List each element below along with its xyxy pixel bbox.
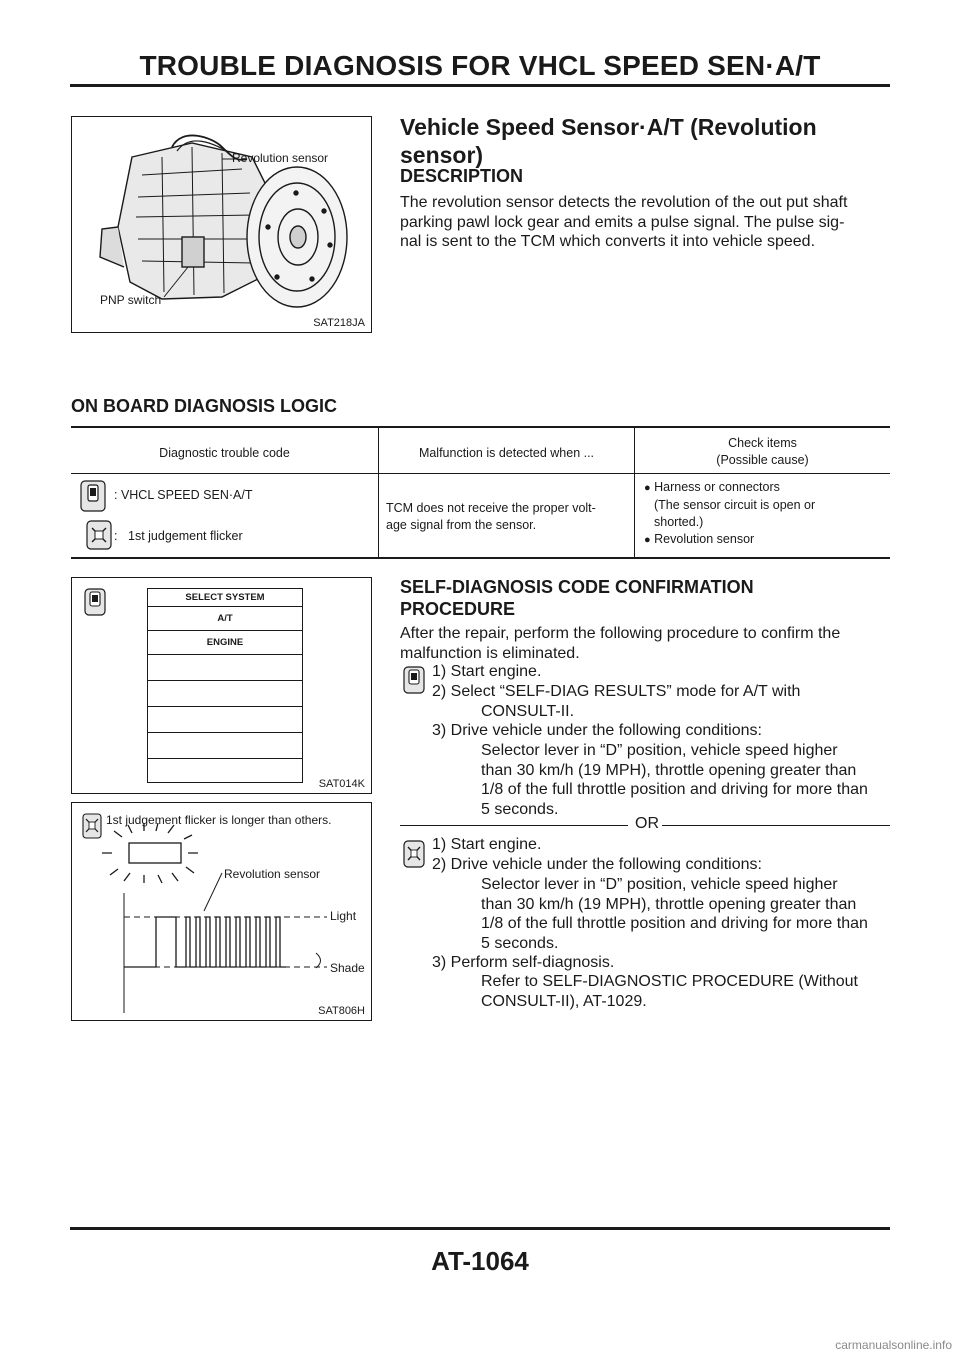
screen-row-empty [148,681,302,707]
condition-line: 5 seconds. [481,800,559,818]
flicker-caption: 1st judgement flicker is longer than others. [106,813,332,827]
screen-row-select-system: SELECT SYSTEM [148,589,302,607]
screen-row-empty [148,733,302,759]
procedure-a-step-2-line: 2) Select “SELF-DIAG RESULTS” mode for A/T with [432,683,801,700]
check-item-detail: (The sensor circuit is open or [654,498,816,512]
procedure-intro-line: After the repair, perform the following procedure to confirm the [400,625,841,642]
screen-row-empty [148,707,302,733]
reference-line: CONSULT-II), AT-1029. [481,992,647,1010]
check-item [644,479,889,497]
procedure-heading [400,576,890,620]
watermark: carmanualsonline.info [835,1338,952,1352]
description-paragraph [400,193,890,252]
condition-line: 1/8 of the full throttle position and driving for more than [481,781,868,798]
table-header-dtc: Diagnostic trouble code [159,446,290,460]
condition-line: Selector lever in “D” position, vehicle speed higher [481,742,838,759]
table-bottom-rule [71,557,890,559]
condition-line: than 30 km/h (19 MPH), throttle opening greater than [481,895,857,913]
procedure-a-step-2 [432,682,890,721]
screen-row-empty [148,759,302,782]
callout-revolution-sensor: Revolution sensor [232,151,329,165]
section-title-line-1: Vehicle Speed Sensor·A/T (Revolution [400,114,817,140]
consult-tool-icon [84,588,106,616]
page-number: AT-1064 [431,1246,529,1276]
callout-pnp-switch: PNP switch [100,293,162,307]
table-header-detected: Malfunction is detected when ... [418,446,595,460]
check-item [644,531,889,549]
procedure-intro [400,624,890,663]
screen-row-engine[interactable]: ENGINE [148,631,302,655]
procedure-a-step-1: 1) Start engine. [432,663,542,680]
consult-tool-icon [80,480,106,512]
select-system-screen [147,588,303,783]
dtc-flicker-label: 1st judgement flicker [128,529,243,543]
callout-revolution-sensor: Revolution sensor [224,867,321,881]
condition-line: than 30 km/h (19 MPH), throttle opening greater than [481,761,857,779]
figure-transmission [71,116,372,333]
description-line: The revolution sensor detects the revolution of the out put shaft [400,194,848,211]
flicker-tool-icon [403,840,425,868]
condition-line: 5 seconds. [481,934,559,952]
detect-condition [386,500,631,534]
page-header-title: TROUBLE DIAGNOSIS FOR VHCL SPEED SEN·A/T [139,50,821,81]
dtc-consult-label: : VHCL SPEED SEN·A/T [114,488,253,502]
consult-tool-icon [403,666,425,694]
reference-line: Refer to SELF-DIAGNOSTIC PROCEDURE (Without [481,973,858,990]
bullet: ● [644,534,651,546]
procedure-b-step-1: 1) Start engine. [432,836,542,853]
screen-row-at[interactable]: A/T [148,607,302,631]
check-item-text: Revolution sensor [654,532,755,546]
procedure-b-step-2: 2) Drive vehicle under the following conditions: [432,856,762,873]
procedure-a-step-2-line: CONSULT-II. [481,702,575,720]
figure-code: SAT014K [318,778,365,790]
or-divider-right [662,825,890,826]
procedure-b-step-3: 3) Perform self-diagnosis. [432,954,615,971]
obd-heading: ON BOARD DIAGNOSIS LOGIC [71,396,338,416]
procedure-intro-line: malfunction is eliminated. [400,644,580,662]
screen-row-empty [148,655,302,681]
procedure-a-conditions [481,741,890,819]
description-heading: DESCRIPTION [400,166,524,186]
detect-condition-line: TCM does not receive the proper volt- [386,501,596,515]
condition-line: Selector lever in “D” position, vehicle speed higher [481,876,838,893]
procedure-heading-line: PROCEDURE [400,599,516,619]
section-title-line-2: sensor) [400,142,484,168]
figure-flicker-pattern [71,802,372,1021]
header-divider [70,84,890,87]
flicker-tool-icon [86,520,112,550]
description-line: parking pawl lock gear and emits a pulse signal. The pulse sig- [400,213,845,231]
flicker-pulse-diagram [72,803,371,1020]
check-item-detail: shorted.) [654,515,704,529]
table-top-rule [71,426,890,428]
table-header-check-line: Check items [728,436,797,450]
check-items-list [644,479,889,549]
procedure-a-step-3: 3) Drive vehicle under the following conditions: [432,722,762,739]
footer-divider [70,1227,890,1230]
check-item-text: Harness or connectors [654,480,780,494]
or-divider-left [400,825,628,826]
or-label: OR [635,815,659,832]
condition-line: 1/8 of the full throttle position and driving for more than [481,915,868,932]
figure-code: SAT218JA [313,317,365,329]
section-title [400,113,890,169]
dtc-flicker-colon: : [114,529,118,543]
table-header-rule [71,473,890,474]
bullet: ● [644,482,651,494]
procedure-b-step-3-detail [481,972,890,1011]
label-light: Light [330,909,357,923]
detect-condition-line: age signal from the sensor. [386,518,537,532]
figure-consult-screen [71,577,372,794]
procedure-heading-line: SELF-DIAGNOSIS CODE CONFIRMATION [400,577,754,597]
label-shade: Shade [330,961,365,975]
table-header-check-items [635,435,890,469]
procedure-b-conditions [481,875,890,953]
description-line: nal is sent to the TCM which converts it into vehicle speed. [400,233,816,250]
table-header-check-line: (Possible cause) [716,453,809,467]
figure-code: SAT806H [318,1005,365,1017]
